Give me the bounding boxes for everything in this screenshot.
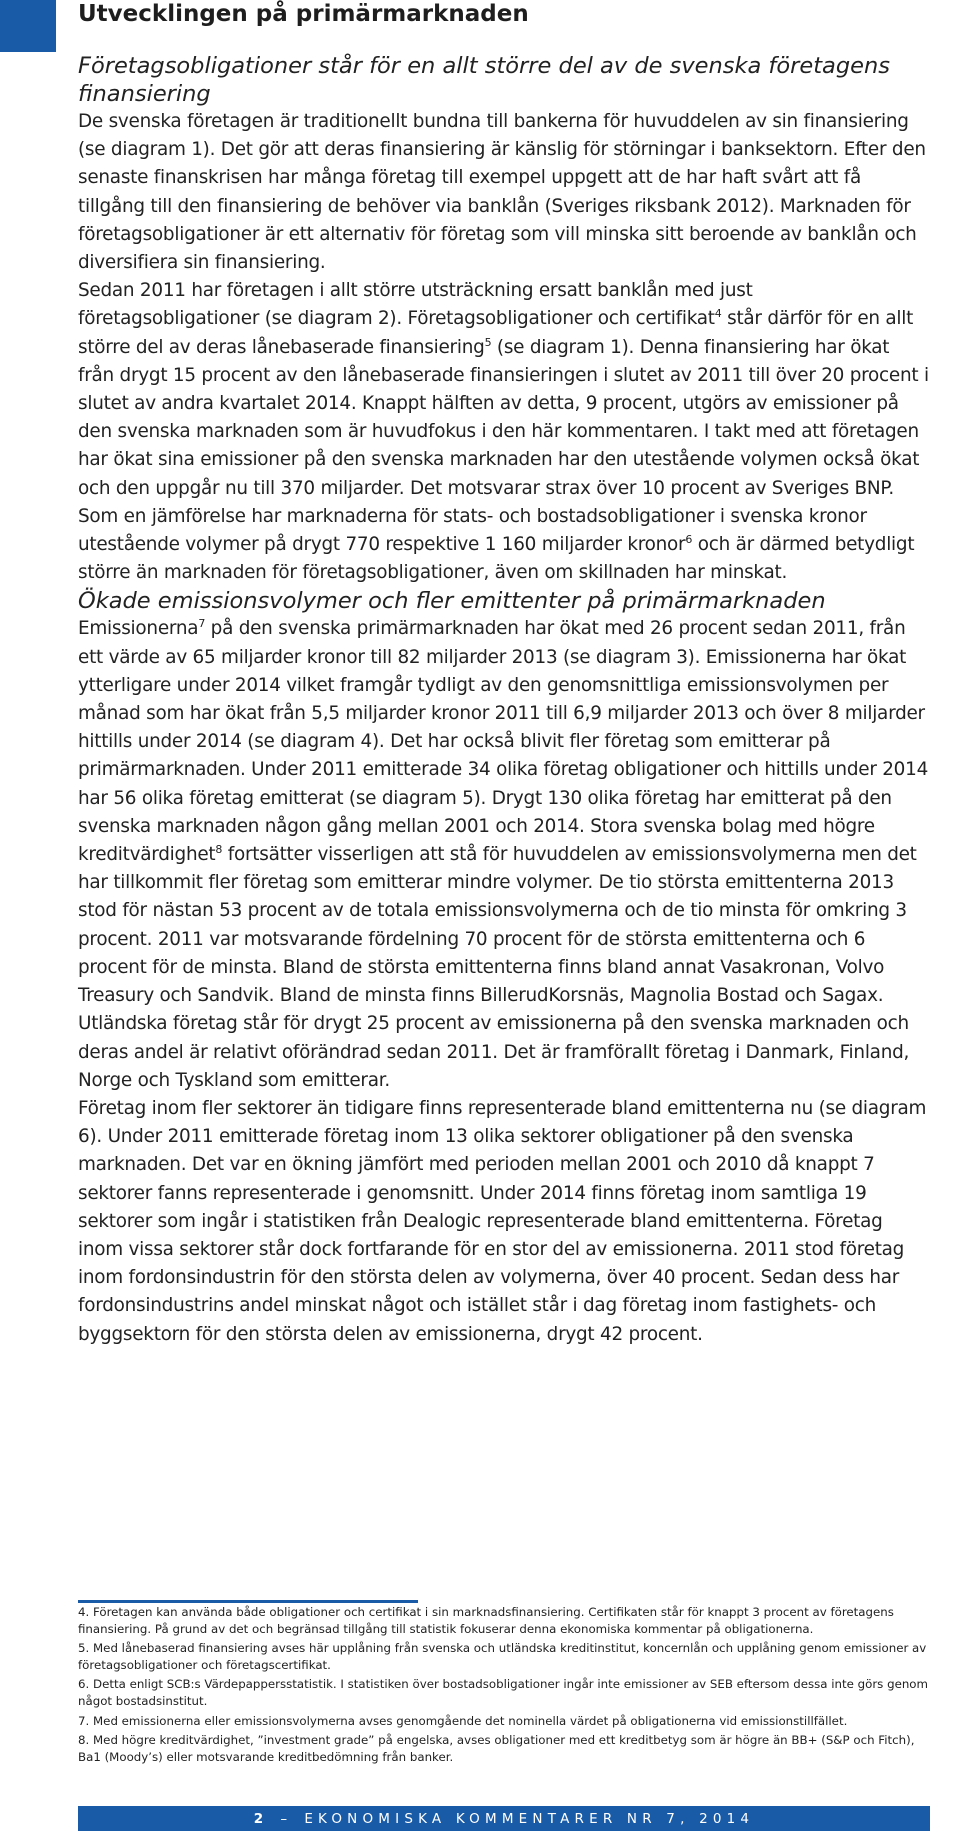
footnote-5: 5. Med lånebaserad finansiering avses här upplåning från svenska och utländska kreditinstitut, koncernlån och upplåning genom emissioner av företagsobligationer och företagscertifikat. bbox=[78, 1641, 927, 1672]
footnote-7: 7. Med emissionerna eller emissionsvolymerna avses genomgående det nominella värdet på obligationerna vid emissionstillfället. bbox=[78, 1713, 848, 1728]
footnote-ref-7[interactable]: 7 bbox=[198, 617, 206, 631]
section-heading-2: Ökade emissionsvolymer och fler emittenter på primärmarknaden bbox=[78, 588, 826, 615]
section-heading-1: Företagsobligationer står för en allt större del av de svenska företagens finansiering bbox=[78, 53, 890, 107]
publication-name: EKONOMISKA KOMMENTARER NR 7, 2014 bbox=[304, 1810, 755, 1827]
footnote-ref-5[interactable]: 5 bbox=[484, 335, 492, 349]
footnote-8: 8. Med högre kreditvärdighet, ”investment grade” på engelska, avses obligationer med ett kreditbetyg som är högre än BB+ (S&P och Fitch), Ba1 (Moody’s) eller motsvarande kreditbedömning från banker. bbox=[78, 1733, 915, 1764]
page-footer bbox=[78, 1806, 930, 1831]
paragraph-3: Emissionerna$^7$ på den svenska primärmarknaden har ökat med 26 procent sedan 2011, från ett värde av 65 miljarder kronor till 82 miljarder 2013 (se diagram 3). Emissionerna har ökat ytterligare under 2014 vilket framgår tydligt av den genomsnittliga emissionsvolymen per månad som har ökat från 5,5 miljarder kronor 2011 till 6,9 miljarder 2013 och över 8 miljarder hittills under 2014 (se diagram 4). Det har också blivit fler företag som emitterar på primärmarknaden. Under 2011 emitterade 34 olika företag obligationer och hittills under 2014 har 56 olika företag emitterat (se diagram 5). Drygt 130 olika företag har emitterat på den svenska marknaden någon gång mellan 2001 och 2014. Stora svenska bolag med högre kreditvärdighet$^8$ fortsätter visserligen att stå för huvuddelen av emissionsvolymerna men det har tillkommit fler företag som emitterar mindre volymer. De tio största emittenterna 2013 stod för nästan 53 procent av de totala emissionsvolymerna och de tio minsta för omkring 3 procent. 2011 var motsvarande fördelning 70 procent för de största emittenterna och 6 procent för de minsta. Bland de största emittenterna finns bland annat Vasakronan, Volvo Treasury och Sandvik. Bland de minsta finns BillerudKorsnäs, Magnolia Bostad och Sagax. Utländska företag står för drygt 25 procent av emissionerna på den svenska marknaden och deras andel är relativt oförändrad sedan 2011. Det är framförallt företag i Danmark, Finland, Norge och Tyskland som emitterar. bbox=[78, 617, 929, 1091]
footnote-ref-4[interactable]: 4 bbox=[714, 307, 722, 321]
footnote-ref-6[interactable]: 6 bbox=[685, 533, 693, 547]
footnote-6: 6. Detta enligt SCB:s Värdepappersstatistik. I statistiken över bostadsobligationer ingår inte emissioner av SEB eftersom dessa inte görs genom något bostadsinstitut. bbox=[78, 1677, 929, 1708]
article-body bbox=[78, 52, 930, 1349]
header-accent-square bbox=[0, 0, 56, 52]
footnote-ref-8[interactable]: 8 bbox=[215, 843, 223, 857]
footnotes bbox=[78, 1604, 930, 1768]
footer-separator: – bbox=[280, 1810, 293, 1827]
page-number: 2 bbox=[253, 1810, 269, 1827]
paragraph-4: Företag inom fler sektorer än tidigare finns representerade bland emittenterna nu (se diagram 6). Under 2011 emitterade företag inom 13 olika sektorer obligationer på den svenska marknaden. Det var en ökning jämfört med perioden mellan 2001 och 2010 då knappt 7 sektorer fanns representerade i genomsnitt. Under 2014 finns företag inom samtliga 19 sektorer som ingår i statistiken från Dealogic representerade bland emittenterna. Företag inom vissa sektorer står dock fortfarande för en stor del av emissionerna. 2011 stod företag inom fordonsindustrin för den största delen av volymerna, över 40 procent. Sedan dess har fordonsindustrins andel minskat något och istället står i dag företag inom fastighets- och byggsektorn för den största delen av emissionerna, drygt 42 procent. bbox=[78, 1097, 927, 1345]
footnote-4: 4. Företagen kan använda både obligationer och certifikat i sin marknadsfinansiering. Certifikaten står för knappt 3 procent av företagens finansiering. På grund av det och begränsad tillgång till statistik fokuserar denna ekonomiska kommentar på obligationerna. bbox=[78, 1605, 894, 1636]
page-title: Utvecklingen på primärmarknaden bbox=[78, 1, 529, 27]
paragraph-2: Sedan 2011 har företagen i allt större utsträckning ersatt banklån med just företagsobligationer (se diagram 2). Företagsobligationer och certifikat$^4$ står därför för en allt större del av deras lånebaserade finansiering$^5$ (se diagram 1). Denna finansiering har ökat från drygt 15 procent av den lånebaserade finansieringen i slutet av 2011 till över 20 procent i slutet av andra kvartalet 2014. Knappt hälften av detta, 9 procent, utgörs av emissioner på den svenska marknaden som är huvudfokus i den här kommentaren. I takt med att företagen har ökat sina emissioner på den svenska marknaden har den utestående volymen också ökat och den uppgår nu till 370 miljarder. Det motsvarar strax över 10 procent av Sveriges BNP. Som en jämförelse har marknaderna för stats- och bostadsobligationer i svenska kronor utestående volymer på drygt 770 respektive 1 160 miljarder kronor$^6$ och är därmed betydligt större än marknaden för företagsobligationer, även om skillnaden har minskat. bbox=[78, 280, 929, 584]
paragraph-1: De svenska företagen är traditionellt bundna till bankerna för huvuddelen av sin finansiering (se diagram 1). Det gör att deras finansiering är känslig för störningar i banksektorn. Efter den senaste finanskrisen har många företag till exempel uppgett att de har haft svårt att få tillgång till den finansiering de behöver via banklån (Sveriges riksbank 2012). Marknaden för företagsobligationer är ett alternativ för företag som vill minska sitt beroende av banklån och diversifiera sin finansiering. bbox=[78, 111, 926, 274]
footnote-divider bbox=[78, 1600, 418, 1603]
